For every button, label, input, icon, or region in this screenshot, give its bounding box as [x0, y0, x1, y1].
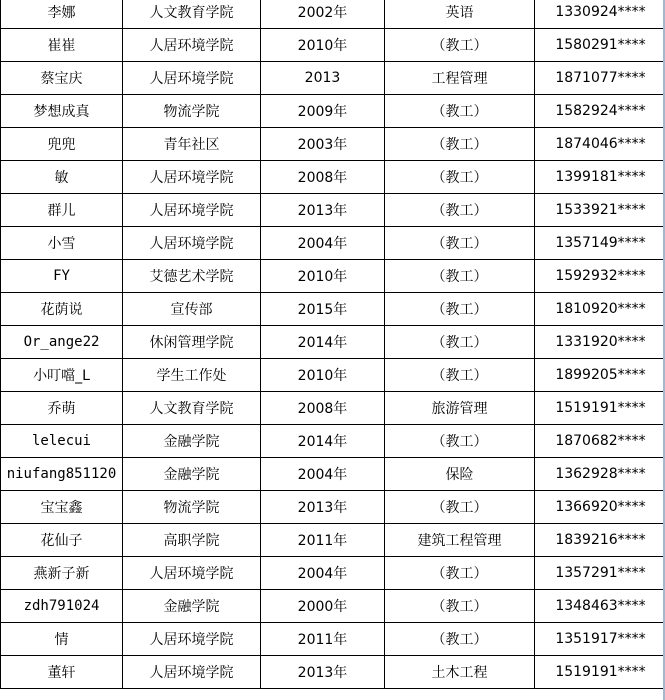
cell-phone[interactable]: 1582924****: [535, 95, 665, 128]
cell-name[interactable]: Or_ange22: [1, 326, 123, 359]
cell-year[interactable]: 2002年: [261, 0, 385, 29]
cell-major[interactable]: （教工）: [385, 623, 535, 656]
cell-department[interactable]: 休闲管理学院: [123, 326, 261, 359]
table-row: [1, 227, 665, 260]
cell-major[interactable]: 英语: [385, 0, 535, 29]
table-row: [1, 128, 665, 161]
table-row: [1, 29, 665, 62]
cell-department[interactable]: 青年社区: [123, 128, 261, 161]
cell-year[interactable]: 2013年: [261, 194, 385, 227]
cell-department[interactable]: 物流学院: [123, 95, 261, 128]
cell-major[interactable]: （教工）: [385, 293, 535, 326]
table-row: [1, 557, 665, 590]
cell-year[interactable]: 2011年: [261, 524, 385, 557]
cell-phone[interactable]: 1533921****: [535, 194, 665, 227]
cell-year[interactable]: 2010年: [261, 359, 385, 392]
cell-major[interactable]: （教工）: [385, 29, 535, 62]
table-row: [1, 161, 665, 194]
cell-department[interactable]: 人文教育学院: [123, 0, 261, 29]
table-body: [1, 0, 665, 689]
cell-year[interactable]: 2014年: [261, 425, 385, 458]
cell-department[interactable]: 物流学院: [123, 491, 261, 524]
cell-phone[interactable]: 1899205****: [535, 359, 665, 392]
cell-major[interactable]: （教工）: [385, 95, 535, 128]
cell-year[interactable]: 2011年: [261, 623, 385, 656]
cell-year[interactable]: 2013年: [261, 491, 385, 524]
table-row: [1, 293, 665, 326]
table-row: [1, 425, 665, 458]
cell-name[interactable]: 李娜: [1, 0, 123, 29]
cell-phone[interactable]: 1351917****: [535, 623, 665, 656]
cell-name[interactable]: niufang851120: [1, 458, 123, 491]
cell-department[interactable]: 艾德艺术学院: [123, 260, 261, 293]
cell-year[interactable]: 2009年: [261, 95, 385, 128]
cell-year[interactable]: 2000年: [261, 590, 385, 623]
cell-department[interactable]: 人居环境学院: [123, 557, 261, 590]
cell-phone[interactable]: 1580291****: [535, 29, 665, 62]
cell-department[interactable]: 人居环境学院: [123, 656, 261, 689]
cell-phone[interactable]: 1519191****: [535, 392, 665, 425]
cell-name[interactable]: 乔萌: [1, 392, 123, 425]
cell-department[interactable]: 人居环境学院: [123, 62, 261, 95]
cell-phone[interactable]: 1330924****: [535, 0, 665, 29]
cell-year[interactable]: 2013: [261, 62, 385, 95]
cell-department[interactable]: 人居环境学院: [123, 623, 261, 656]
cell-name[interactable]: 崔崔: [1, 29, 123, 62]
table-row: [1, 95, 665, 128]
cell-name[interactable]: FY: [1, 260, 123, 293]
table-row: [1, 623, 665, 656]
cell-phone[interactable]: 1519191****: [535, 656, 665, 689]
cell-year[interactable]: 2015年: [261, 293, 385, 326]
cell-major[interactable]: （教工）: [385, 425, 535, 458]
cell-phone[interactable]: 1331920****: [535, 326, 665, 359]
cell-department[interactable]: 高职学院: [123, 524, 261, 557]
cell-major[interactable]: （教工）: [385, 128, 535, 161]
cell-phone[interactable]: 1357291****: [535, 557, 665, 590]
cell-phone[interactable]: 1874046****: [535, 128, 665, 161]
cell-name[interactable]: 宝宝鑫: [1, 491, 123, 524]
cell-phone[interactable]: 1366920****: [535, 491, 665, 524]
table-row: [1, 62, 665, 95]
cell-major[interactable]: （教工）: [385, 260, 535, 293]
cell-name[interactable]: 兜兜: [1, 128, 123, 161]
cell-phone[interactable]: 1870682****: [535, 425, 665, 458]
cell-phone[interactable]: 1348463****: [535, 590, 665, 623]
cell-phone[interactable]: 1399181****: [535, 161, 665, 194]
cell-phone[interactable]: 1839216****: [535, 524, 665, 557]
cell-phone[interactable]: 1357149****: [535, 227, 665, 260]
cell-department[interactable]: 金融学院: [123, 425, 261, 458]
cell-major[interactable]: （教工）: [385, 491, 535, 524]
table-row: [1, 392, 665, 425]
cell-major[interactable]: （教工）: [385, 359, 535, 392]
cell-year[interactable]: 2008年: [261, 161, 385, 194]
cell-department[interactable]: 人居环境学院: [123, 161, 261, 194]
cell-name[interactable]: 敏: [1, 161, 123, 194]
cell-year[interactable]: 2004年: [261, 227, 385, 260]
table-row: [1, 656, 665, 689]
cell-major[interactable]: （教工）: [385, 590, 535, 623]
cell-department[interactable]: 学生工作处: [123, 359, 261, 392]
cell-year[interactable]: 2014年: [261, 326, 385, 359]
table-row: [1, 260, 665, 293]
cell-name[interactable]: 董轩: [1, 656, 123, 689]
cell-name[interactable]: zdh791024: [1, 590, 123, 623]
cell-department[interactable]: 金融学院: [123, 590, 261, 623]
cell-major[interactable]: （教工）: [385, 194, 535, 227]
table-row: [1, 359, 665, 392]
cell-year[interactable]: 2010年: [261, 29, 385, 62]
cell-name[interactable]: 小雪: [1, 227, 123, 260]
cell-name[interactable]: lelecui: [1, 425, 123, 458]
cell-major[interactable]: 工程管理: [385, 62, 535, 95]
cell-major[interactable]: 土木工程: [385, 656, 535, 689]
cell-major[interactable]: （教工）: [385, 227, 535, 260]
cell-major[interactable]: （教工）: [385, 326, 535, 359]
cell-department[interactable]: 人文教育学院: [123, 392, 261, 425]
cell-name[interactable]: 梦想成真: [1, 95, 123, 128]
cell-major[interactable]: 旅游管理: [385, 392, 535, 425]
cell-department[interactable]: 金融学院: [123, 458, 261, 491]
cell-name[interactable]: 小叮噹_L: [1, 359, 123, 392]
cell-department[interactable]: 人居环境学院: [123, 29, 261, 62]
cell-name[interactable]: 情: [1, 623, 123, 656]
cell-year[interactable]: 2010年: [261, 260, 385, 293]
cell-major[interactable]: （教工）: [385, 557, 535, 590]
cell-phone[interactable]: 1810920****: [535, 293, 665, 326]
table-row: [1, 326, 665, 359]
cell-name[interactable]: 花荫说: [1, 293, 123, 326]
table-row: [1, 194, 665, 227]
cell-name[interactable]: 群儿: [1, 194, 123, 227]
cell-phone[interactable]: 1362928****: [535, 458, 665, 491]
table-row: [1, 524, 665, 557]
table-row: [1, 491, 665, 524]
cell-department[interactable]: 人居环境学院: [123, 194, 261, 227]
cell-department[interactable]: 人居环境学院: [123, 227, 261, 260]
cell-major[interactable]: 保险: [385, 458, 535, 491]
cell-phone[interactable]: 1592932****: [535, 260, 665, 293]
cell-department[interactable]: 宣传部: [123, 293, 261, 326]
cell-name[interactable]: 燕新子新: [1, 557, 123, 590]
cell-year[interactable]: 2004年: [261, 458, 385, 491]
cell-major[interactable]: 建筑工程管理: [385, 524, 535, 557]
cell-major[interactable]: （教工）: [385, 161, 535, 194]
cell-name[interactable]: 花仙子: [1, 524, 123, 557]
table-row: [1, 0, 665, 29]
cell-year[interactable]: 2003年: [261, 128, 385, 161]
cell-phone[interactable]: 1871077****: [535, 62, 665, 95]
cell-name[interactable]: 蔡宝庆: [1, 62, 123, 95]
table-row: [1, 590, 665, 623]
table-row: [1, 458, 665, 491]
cell-year[interactable]: 2013年: [261, 656, 385, 689]
cell-year[interactable]: 2004年: [261, 557, 385, 590]
cell-year[interactable]: 2008年: [261, 392, 385, 425]
